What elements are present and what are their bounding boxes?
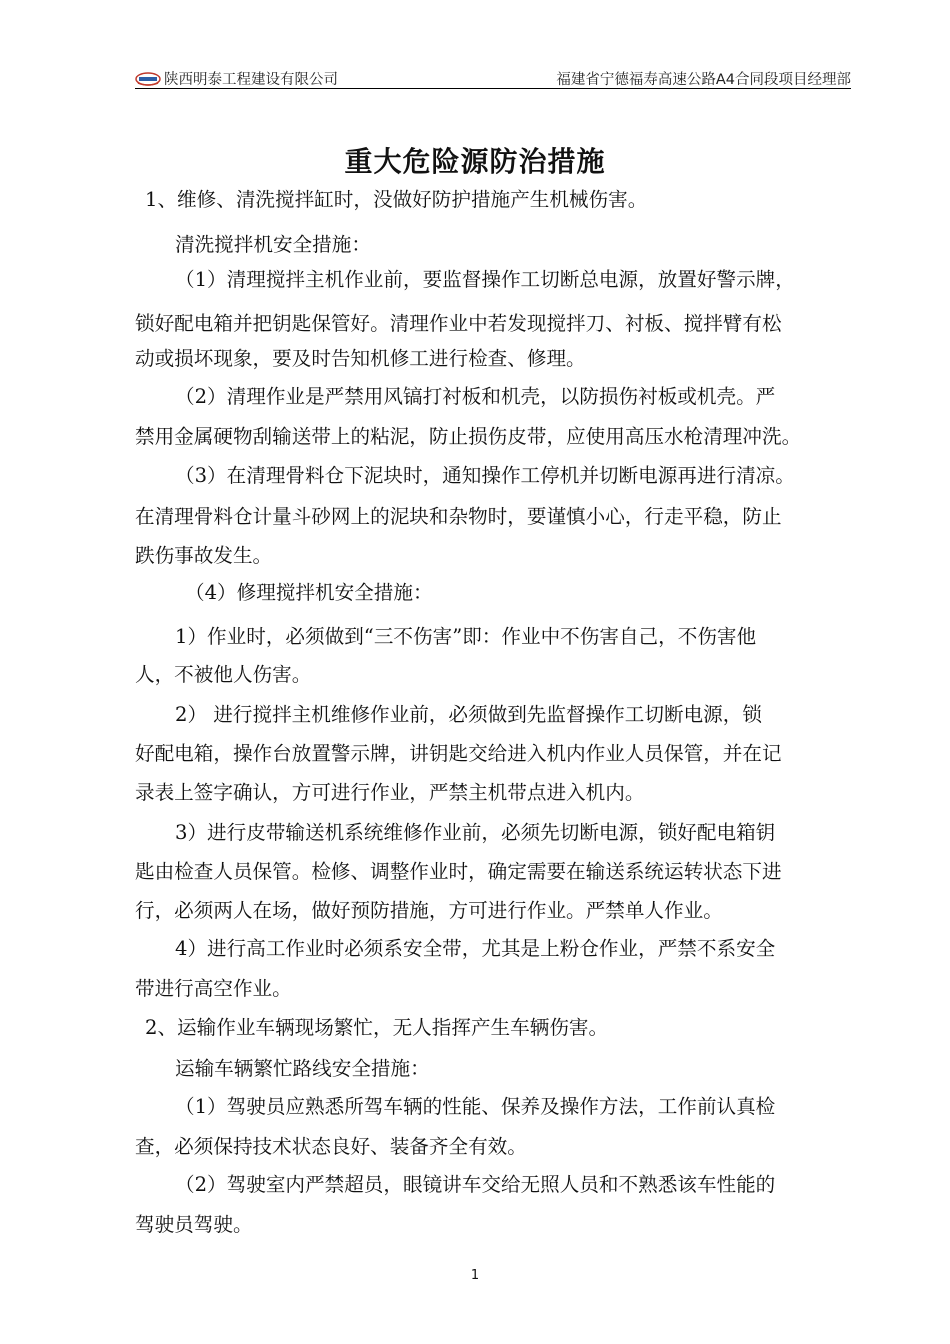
body-line: 在清理骨料仓计量斗砂网上的泥块和杂物时，要谨慎小心，行走平稳，防止 <box>135 505 782 528</box>
body-line: 查，必须保持技术状态良好、装备齐全有效。 <box>135 1135 527 1158</box>
document-title: 重大危险源防治措施 <box>344 145 606 178</box>
body-line: 跌伤事故发生。 <box>135 544 273 567</box>
body-line: 3）进行皮带输送机系统维修作业前，必须先切断电源，锁好配电箱钥 <box>175 821 776 844</box>
body-line: 行，必须两人在场，做好预防措施，方可进行作业。严禁单人作业。 <box>135 899 723 922</box>
body-line: （2）清理作业是严禁用风镐打衬板和机壳，以防损伤衬板或机壳。严 <box>175 385 776 408</box>
body-line: 禁用金属硬物刮输送带上的粘泥，防止损伤皮带，应使用高压水枪清理冲洗。 <box>135 425 802 448</box>
body-line: 好配电箱，操作台放置警示牌，讲钥匙交给进入机内作业人员保管，并在记 <box>135 742 782 765</box>
body-line: （1）清理搅拌主机作业前，要监督操作工切断总电源，放置好警示牌， <box>175 268 795 291</box>
body-line: （2）驾驶室内严禁超员，眼镜讲车交给无照人员和不熟悉该车性能的 <box>175 1173 776 1196</box>
body-line: （4）修理搅拌机安全措施： <box>185 581 433 604</box>
body-line: 录表上签字确认，方可进行作业，严禁主机带点进入机内。 <box>135 781 645 804</box>
page-header <box>135 62 851 89</box>
body-line: 动或损坏现象，要及时告知机修工进行检查、修理。 <box>135 347 586 370</box>
body-line: （1）驾驶员应熟悉所驾车辆的性能、保养及操作方法，工作前认真检 <box>175 1095 776 1118</box>
header-company: 陕西明泰工程建设有限公司 <box>164 72 338 88</box>
body-line: 清洗搅拌机安全措施： <box>175 233 371 256</box>
body-line: 2） 进行搅拌主机维修作业前，必须做到先监督操作工切断电源，锁 <box>175 703 762 726</box>
body-line: 运输车辆繁忙路线安全措施： <box>175 1057 430 1080</box>
body-line: 匙由检查人员保管。检修、调整作业时，确定需要在输送系统运转状态下进 <box>135 860 782 883</box>
body-line: 人，不被他人伤害。 <box>135 663 312 686</box>
body-line: 1、维修、清洗搅拌缸时，没做好防护措施产生机械伤害。 <box>145 188 648 211</box>
body-line: （3）在清理骨料仓下泥块时，通知操作工停机并切断电源再进行清凉。 <box>175 464 795 487</box>
body-line: 带进行高空作业。 <box>135 977 292 1000</box>
company-logo-icon <box>135 72 161 86</box>
body-line: 锁好配电箱并把钥匙保管好。清理作业中若发现搅拌刀、衬板、搅拌臂有松 <box>135 312 782 335</box>
header-project: 福建省宁德福寿高速公路A4合同段项目经理部 <box>556 72 851 88</box>
body-line: 1）作业时，必须做到“三不伤害”即：作业中不伤害自己，不伤害他 <box>175 625 757 648</box>
page-number: 1 <box>470 1268 480 1283</box>
body-line: 驾驶员驾驶。 <box>135 1213 253 1236</box>
body-line: 4）进行高工作业时必须系安全带，尤其是上粉仓作业，严禁不系安全 <box>175 937 776 960</box>
header-left <box>135 68 338 89</box>
body-line: 2、运输作业车辆现场繁忙，无人指挥产生车辆伤害。 <box>145 1016 609 1039</box>
